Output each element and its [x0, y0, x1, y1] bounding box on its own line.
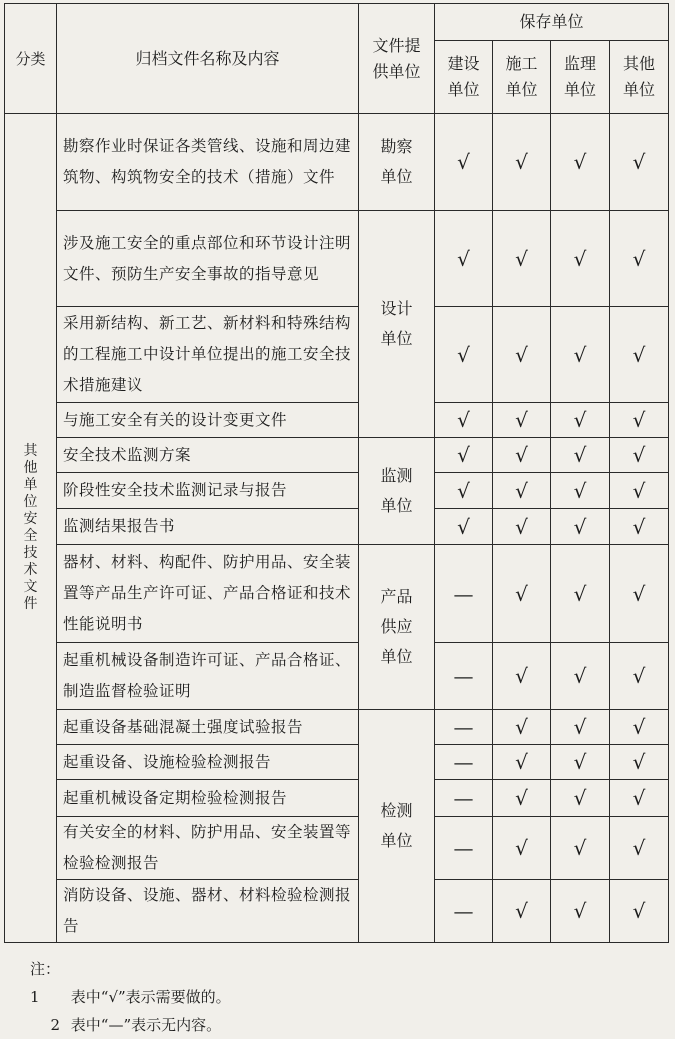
table-row-name: 安全技术监测方案: [57, 438, 359, 473]
mark-cell: —: [435, 745, 493, 780]
mark-cell: √: [493, 545, 551, 643]
mark-cell: √: [551, 745, 610, 780]
note-2-number: 2: [50, 1016, 60, 1034]
mark-cell: √: [493, 817, 551, 880]
note-prefix: 注：1: [30, 960, 61, 1006]
note-1: [30, 955, 231, 1011]
note-1-text: 表中“√”表示需要做的。: [70, 988, 231, 1006]
mark-cell: —: [435, 780, 493, 817]
mark-cell: √: [493, 307, 551, 403]
mark-cell: √: [493, 403, 551, 438]
provider-cell: 设计单位: [359, 211, 435, 438]
mark-cell: √: [435, 438, 493, 473]
provider-cell: 检测单位: [359, 710, 435, 943]
table-row-name: 勘察作业时保证各类管线、设施和周边建筑物、构筑物安全的技术（措施）文件: [57, 114, 359, 211]
mark-cell: √: [493, 710, 551, 745]
header-unit-contractor: 施工单位: [493, 41, 551, 114]
mark-cell: √: [435, 114, 493, 211]
table-row-name: 阶段性安全技术监测记录与报告: [57, 473, 359, 509]
mark-cell: √: [551, 211, 610, 307]
mark-cell: √: [551, 710, 610, 745]
mark-cell: √: [610, 817, 669, 880]
mark-cell: √: [493, 745, 551, 780]
mark-cell: √: [610, 403, 669, 438]
mark-cell: √: [610, 780, 669, 817]
mark-cell: √: [551, 473, 610, 509]
mark-cell: √: [610, 880, 669, 943]
mark-cell: √: [493, 114, 551, 211]
table-row-name: 起重机械设备定期检验检测报告: [57, 780, 359, 817]
header-category: 分类: [5, 4, 57, 114]
header-provider: 文件提供单位: [359, 4, 435, 114]
mark-cell: √: [551, 509, 610, 545]
table-row-name: 起重机械设备制造许可证、产品合格证、制造监督检验证明: [57, 643, 359, 710]
mark-cell: √: [493, 211, 551, 307]
mark-cell: √: [551, 438, 610, 473]
mark-cell: √: [610, 710, 669, 745]
header-unit-other: 其他单位: [610, 41, 669, 114]
mark-cell: √: [551, 780, 610, 817]
table-row-name: 有关安全的材料、防护用品、安全装置等检验检测报告: [57, 817, 359, 880]
mark-cell: —: [435, 710, 493, 745]
table-notes: [30, 955, 231, 1039]
mark-cell: √: [435, 211, 493, 307]
mark-cell: √: [551, 817, 610, 880]
mark-cell: √: [610, 745, 669, 780]
header-keep-units: 保存单位: [435, 4, 669, 41]
table-row-name: 涉及施工安全的重点部位和环节设计注明文件、预防生产安全事故的指导意见: [57, 211, 359, 307]
mark-cell: √: [435, 307, 493, 403]
mark-cell: √: [610, 473, 669, 509]
header-unit-construction: 建设单位: [435, 41, 493, 114]
table-row-name: 器材、材料、构配件、防护用品、安全装置等产品生产许可证、产品合格证和技术性能说明书: [57, 545, 359, 643]
table-row-name: 消防设备、设施、器材、材料检验检测报告: [57, 880, 359, 943]
category-cell: 其他单位安全技术文件: [5, 114, 57, 943]
mark-cell: √: [493, 880, 551, 943]
archive-table: [4, 3, 669, 943]
mark-cell: √: [551, 114, 610, 211]
table-row-name: 起重设备、设施检验检测报告: [57, 745, 359, 780]
mark-cell: √: [551, 403, 610, 438]
header-unit-supervision: 监理单位: [551, 41, 610, 114]
table-row-name: 监测结果报告书: [57, 509, 359, 545]
note-2: [30, 1011, 231, 1039]
mark-cell: √: [551, 643, 610, 710]
mark-cell: —: [435, 545, 493, 643]
table-row-name: 与施工安全有关的设计变更文件: [57, 403, 359, 438]
mark-cell: √: [493, 780, 551, 817]
mark-cell: √: [435, 473, 493, 509]
note-2-text: 表中“—”表示无内容。: [70, 1016, 222, 1034]
mark-cell: —: [435, 643, 493, 710]
mark-cell: —: [435, 880, 493, 943]
provider-cell: 监测单位: [359, 438, 435, 545]
table-row-name: 采用新结构、新工艺、新材料和特殊结构的工程施工中设计单位提出的施工安全技术措施建议: [57, 307, 359, 403]
mark-cell: √: [610, 114, 669, 211]
mark-cell: √: [551, 307, 610, 403]
mark-cell: √: [493, 509, 551, 545]
mark-cell: √: [551, 545, 610, 643]
mark-cell: √: [610, 211, 669, 307]
mark-cell: √: [435, 509, 493, 545]
mark-cell: √: [610, 438, 669, 473]
mark-cell: √: [493, 473, 551, 509]
provider-cell: 产品供应单位: [359, 545, 435, 710]
mark-cell: √: [435, 403, 493, 438]
header-name: 归档文件名称及内容: [57, 4, 359, 114]
table-row-name: 起重设备基础混凝土强度试验报告: [57, 710, 359, 745]
mark-cell: √: [610, 545, 669, 643]
mark-cell: √: [610, 509, 669, 545]
mark-cell: √: [493, 438, 551, 473]
mark-cell: —: [435, 817, 493, 880]
provider-cell: 勘察单位: [359, 114, 435, 211]
mark-cell: √: [493, 643, 551, 710]
mark-cell: √: [610, 307, 669, 403]
mark-cell: √: [610, 643, 669, 710]
mark-cell: √: [551, 880, 610, 943]
